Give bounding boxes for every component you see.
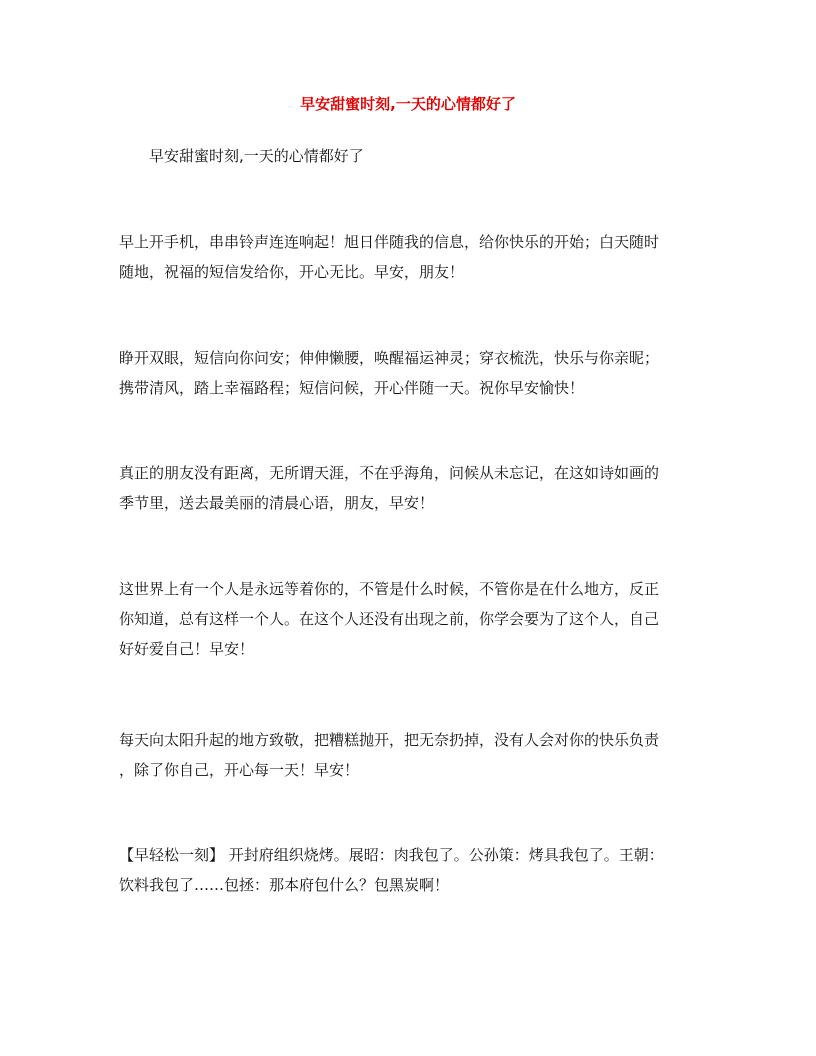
paragraph [119,227,699,287]
paragraph [119,725,699,785]
paragraph-line: 季节里，送去最美丽的清晨心语，朋友，早安！ [119,494,435,512]
paragraph [119,574,699,664]
paragraph-line: 睁开双眼，短信向你问安；伸伸懒腰，唤醒福运神灵；穿衣梳洗，快乐与你亲昵； [119,349,660,367]
paragraph-line: 随地，祝福的短信发给你，开心无比。早安，朋友！ [119,263,465,281]
paragraph-line: 你知道，总有这样一个人。在这个人还没有出现之前，你学会要为了这个人，自己 [119,610,660,628]
paragraph-line: ，除了你自己，开心每一天！早安！ [119,761,360,779]
paragraph-line: 这世界上有一个人是永远等着你的，不管是什么时候，不管你是在什么地方，反正 [119,580,660,598]
document-title: 早安甜蜜时刻,一天的心情都好了 [300,95,516,113]
paragraph-line: 真正的朋友没有距离，无所谓天涯，不在乎海角，问候从未忘记，在这如诗如画的 [119,464,660,482]
paragraph [119,458,699,518]
document-subtitle: 早安甜蜜时刻,一天的心情都好了 [149,147,364,165]
paragraph-line: 【早轻松一刻】 开封府组织烧烤。展昭：肉我包了。公孙策：烤具我包了。王朝： [119,846,664,864]
paragraph-line: 好好爱自己！早安！ [119,640,255,658]
paragraph [119,840,699,900]
paragraph-line: 饮料我包了……包拯：那本府包什么？包黑炭啊！ [119,876,450,894]
paragraph-line: 早上开手机，串串铃声连连响起！旭日伴随我的信息，给你快乐的开始；白天随时 [119,233,660,251]
paragraph-line: 每天向太阳升起的地方致敬，把糟糕抛开，把无奈扔掉，没有人会对你的快乐负责 [119,731,660,749]
paragraph [119,343,699,403]
paragraph-line: 携带清风，踏上幸福路程；短信问候，开心伴随一天。祝你早安愉快！ [119,379,585,397]
